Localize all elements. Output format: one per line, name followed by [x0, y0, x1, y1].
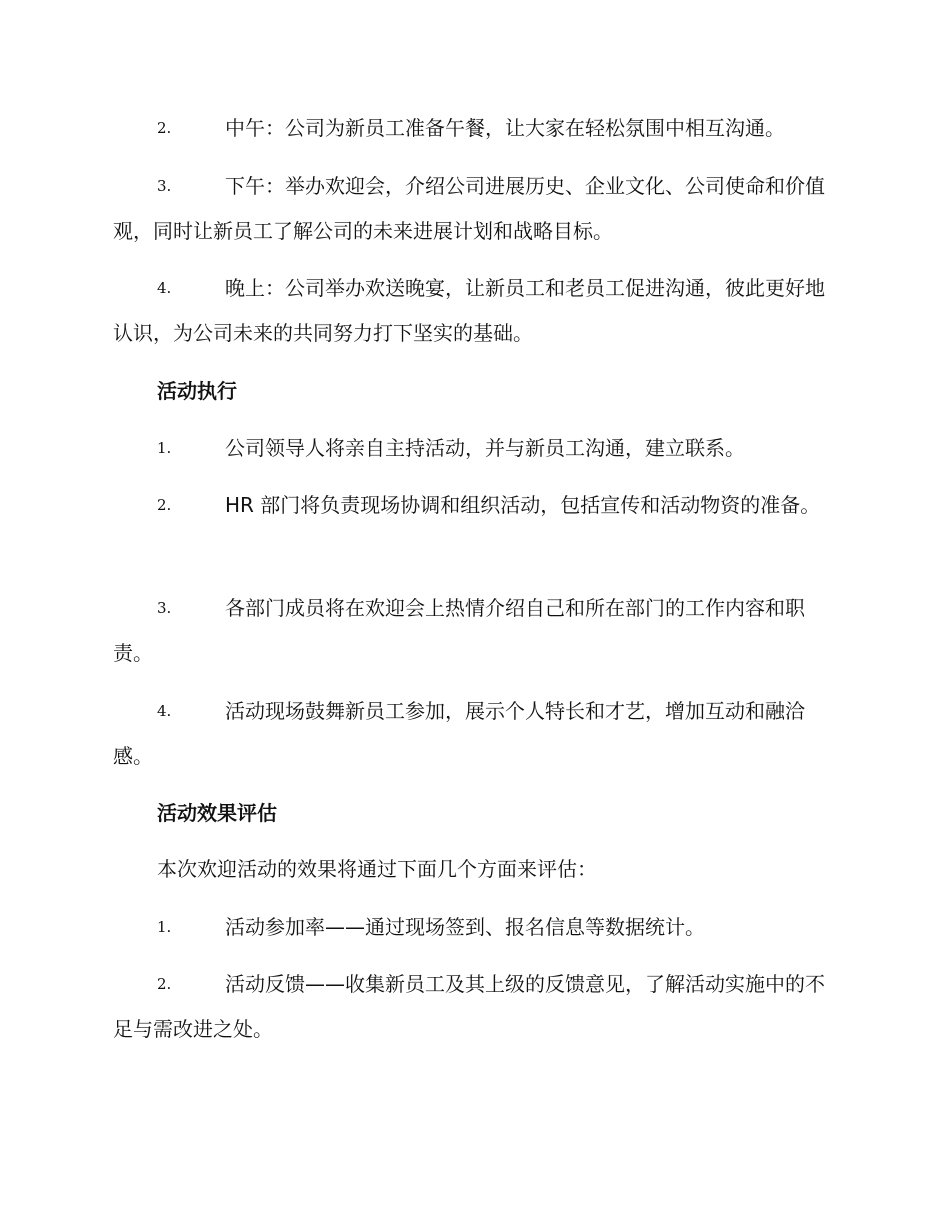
list-item-number: 4. — [157, 702, 172, 720]
list-item — [113, 266, 838, 356]
list-item-number: 3. — [157, 177, 172, 195]
list-item-number: 2. — [157, 975, 172, 993]
list-item-text: 公司领导人将亲自主持活动，并与新员工沟通，建立联系。 — [225, 436, 745, 460]
list-item — [113, 962, 838, 1052]
list-item-text: 晚上：公司举办欢送晚宴，让新员工和老员工促进沟通，彼此更好地认识，为公司未来的共同努力打下坚实的基础。 — [113, 276, 825, 345]
list-item — [113, 586, 838, 676]
list-item-number: 2. — [157, 119, 172, 137]
list-item-number: 1. — [157, 439, 172, 457]
list-item — [113, 106, 838, 151]
list-item-text: 下午：举办欢迎会，介绍公司进展历史、企业文化、公司使命和价值观，同时让新员工了解公司的未来进展计划和战略目标。 — [113, 174, 825, 243]
list-item — [113, 905, 838, 950]
list-item-text: 活动参加率——通过现场签到、报名信息等数据统计。 — [225, 915, 705, 939]
list-item-number: 1. — [157, 918, 172, 936]
section-heading-execution: 活动执行 — [157, 379, 237, 403]
list-item-text: HR 部门将负责现场协调和组织活动，包括宣传和活动物资的准备。 — [225, 493, 821, 517]
list-item — [113, 426, 838, 471]
list-item-text: 中午：公司为新员工准备午餐，让大家在轻松氛围中相互沟通。 — [225, 116, 785, 140]
list-item — [113, 164, 838, 254]
list-item — [113, 689, 838, 779]
list-item — [113, 483, 838, 528]
list-item-number: 3. — [157, 599, 172, 617]
evaluation-intro: 本次欢迎活动的效果将通过下面几个方面来评估： — [157, 857, 597, 881]
list-item-number: 4. — [157, 279, 172, 297]
list-item-number: 2. — [157, 496, 172, 514]
list-item-text: 活动现场鼓舞新员工参加，展示个人特长和才艺，增加互动和融洽感。 — [113, 699, 805, 768]
list-item-text: 各部门成员将在欢迎会上热情介绍自己和所在部门的工作内容和职责。 — [113, 596, 805, 665]
section-heading-evaluation: 活动效果评估 — [157, 801, 277, 825]
list-item-text: 活动反馈——收集新员工及其上级的反馈意见，了解活动实施中的不足与需改进之处。 — [113, 972, 825, 1041]
